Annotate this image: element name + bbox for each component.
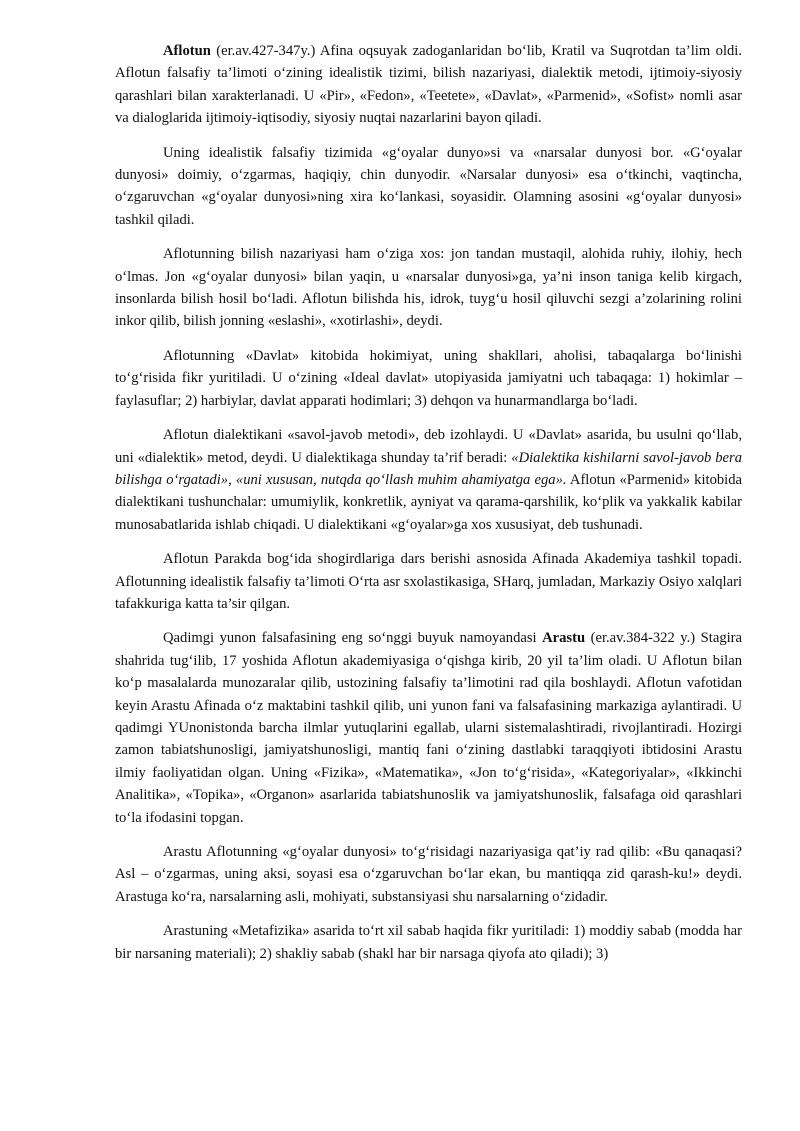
paragraph-academy (115, 548, 742, 615)
paragraph-text: Arastuning «Metafizika» asarida to‘rt xil sabab haqida fikr yuritiladi: 1) moddiy sabab (modda har bir narsaning materiali); 2) shakliy sabab (shakl har bir narsaga qiyofa ato qiladi); 3) (115, 923, 742, 962)
document-page (115, 40, 742, 965)
paragraph-arastu-critique (115, 841, 742, 908)
name-aflotun: Aflotun (163, 43, 211, 59)
paragraph-text: Aflotun «Parmenid» kitobida dialektikani tushunchalar: umumiylik, konkretlik, ayniyat va qarama-qarshilik, ko‘plik va yakkalik kabilar munosabatlarida ishlab chiqadi. U dialektikani «g‘oyalar»ga xos xususiyat, deb tushunadi. (115, 471, 742, 533)
paragraph-dialectics (115, 424, 742, 536)
paragraph-text: (er.av.384-322 y.) Stagira shahrida tug‘ilib, 17 yoshida Aflotun akademiyasiga o‘qishga kirib, 20 yil ta’lim oladi. U Aflotun bilan ko‘p masalalarda munozaralar qilib, ustozining falsafiy ta’limotini rad qila boshlaydi. Aflotun vafotidan keyin Arastu Afinada o‘z maktabini tashkil qilib, uni yunon fani va falsafasining markaziga aylantiradi. U qadimgi YUnonistonda barcha ilmlar yutuqlarini egallab, ularni sistemalashtiradi, rivojlantiradi. Hozirgi zamon tabiatshunosligi, jamiyatshunosligi, mantiq fani o‘zining dastlabki taraqqiyoti ibtidosini Arastu ilmiy faoliyatidan olgan. Uning «Fizika», «Matematika», «Jon to‘g‘risida», «Kategoriyalar», «Ikkinchi Analitika», «Topika», «Organon» asarlarida tabiatshunoslik va jamiyatshunoslik, falsafaga oid qarashlari to‘la ifodasini topgan. (115, 630, 743, 826)
paragraph-text: Uning idealistik falsafiy tizimida «g‘oyalar dunyo»si va «narsalar dunyosi bor. «G‘oyalar dunyosi» doimiy, o‘zgarmas, haqiqiy, chin dunyodir. «Narsalar dunyosi» esa o‘tkinchi, vaqtincha, o‘zgaruvchan «g‘oyalar dunyosi»ning xira ko‘lankasi, soyasidir. Olamning asosini «g‘oyalar dunyosi» tashkil qiladi. (115, 144, 742, 228)
paragraph-aflotun-intro (115, 40, 742, 130)
paragraph-text: Aflotunning «Davlat» kitobida hokimiyat, uning shakllari, aholisi, tabaqalarga bo‘linishi to‘g‘risida fikr yuritiladi. U o‘zining «Ideal davlat» utopiyasida jamiyatni uch tabaqaga: 1) hokimlar – faylasuflar; 2) harbiylar, davlat apparati hodimlari; 3) dehqon va hunarmandlarga bo‘ladi. (115, 347, 742, 409)
paragraph-text: Aflotun Parakda bog‘ida shogirdlariga dars berishi asnosida Afinada Akademiya tashkil topadi. Aflotunning idealistik falsafiy ta’limoti O‘rta asr sxolastikasiga, SHarq, jumladan, Markaziy Osiyo xalqlari tafakkuriga katta ta’sir qilgan. (115, 551, 742, 612)
paragraph-text: Aflotunning bilish nazariyasi ham o‘ziga xos: jon tandan mustaqil, alohida ruhiy, ilohiy, hech o‘lmas. Jon «g‘oyalar dunyosi» bilan yaqin, u «narsalar dunyosi»ga, ya’ni inson taniga kelib kirgach, insonlarda bilish hosil bo‘ladi. Aflotun bilishda his, idrok, tuyg‘u hosil qiluvchi sezgi a’zolarining rolini inkor qilib, bilish jonning «eslashi», «xotirlashi», deydi. (115, 246, 742, 330)
paragraph-idealistic-system (115, 142, 742, 232)
paragraph-text: (er.av.427-347y.) Afina oqsuyak zadoganlaridan bo‘lib, Kratil va Suqrotdan ta’lim oldi. Aflotun falsafiy ta’limoti o‘zining idealistik tizimi, bilish nazariyasi, dialektik metodi, ijtimoiy-siyosiy qarashlari bilan xarakterlanadi. U «Pir», «Fedon», «Teetete», «Davlat», «Parmenid», «Sofist» nomli asar va dialoglarida ijtimoiy-iqtisodiy, siyosiy nuqtai nazarlarini bayon qiladi. (115, 43, 742, 127)
dialectics-quote: «Dialektika kishilarni savol-javob bera bilishga o‘rgatadi», «uni xususan, nutqda qo‘llash muhim ahamiyatga ega». (115, 449, 742, 488)
paragraph-metaphysics (115, 920, 742, 965)
paragraph-text: Arastu Aflotunning «g‘oyalar dunyosi» to‘g‘risidagi nazariyasiga qat’iy rad qilib: «Bu qanaqasi? Asl – o‘zgarmas, uning aksi, soyasi esa o‘zgaruvchan bo‘lar ekan, bu mantiqqa zid qarash-ku!» deydi. Arastuga ko‘ra, narsalarning asli, mohiyati, substansiyasi shu narsalarning o‘zidadir. (115, 844, 742, 905)
name-arastu: Arastu (542, 630, 586, 647)
paragraph-state (115, 345, 742, 412)
paragraph-text: Qadimgi yunon falsafasining eng so‘nggi buyuk namoyandasi (163, 630, 543, 647)
paragraph-theory-of-knowledge (115, 243, 742, 333)
paragraph-arastu-intro (115, 627, 742, 829)
paragraph-text: Aflotun dialektikani «savol-javob metodi», deb izohlaydi. U «Davlat» asarida, bu usulni qo‘llab, uni «dialektik» metod, deydi. U dialektikaga shunday ta’rif beradi: (115, 427, 742, 466)
